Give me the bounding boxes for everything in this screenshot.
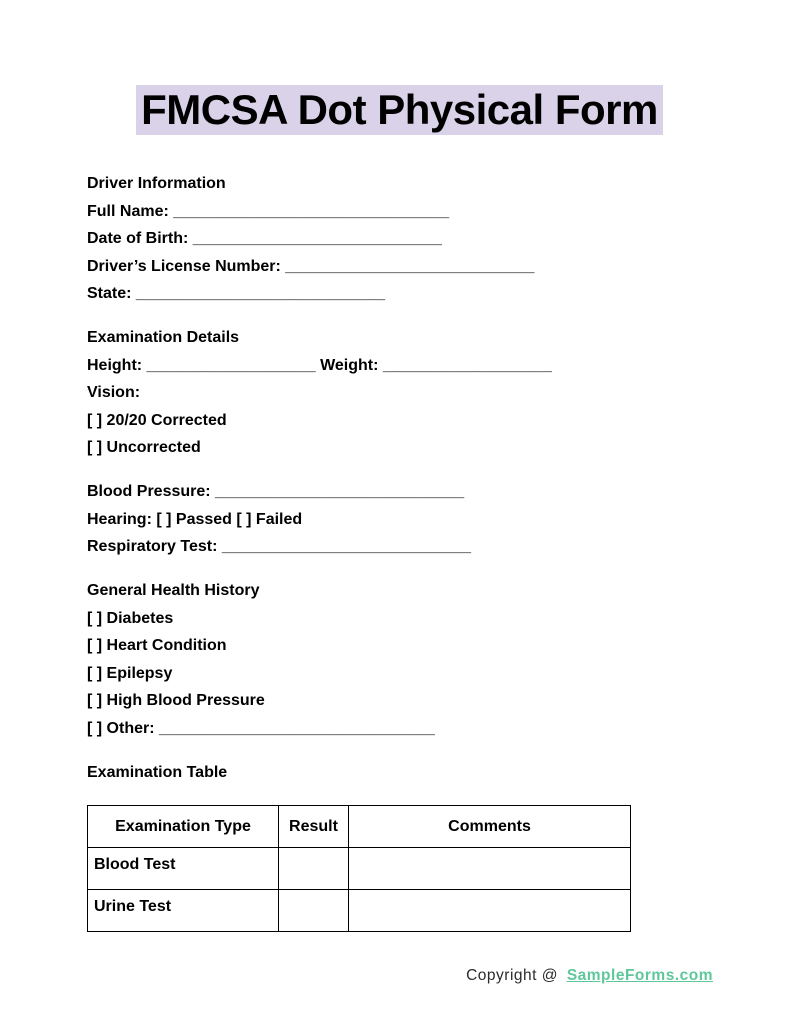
- checkbox-diabetes: [ ] Diabetes: [87, 609, 174, 627]
- section-general-health-history: [87, 577, 714, 742]
- state-field: State: ____________________________: [87, 285, 386, 302]
- drivers-license-number-field: Driver’s License Number: ____________________________: [87, 257, 535, 275]
- checkbox-2020-corrected: [ ] 20/20 Corrected: [87, 411, 227, 429]
- sampleforms-link[interactable]: SampleForms.com: [566, 967, 713, 984]
- driver-information-heading: Driver Information: [87, 175, 226, 192]
- examination-details-heading: Examination Details: [87, 329, 240, 346]
- cell-blood-test-type: Blood Test: [88, 848, 279, 890]
- column-header-result: Result: [279, 806, 349, 848]
- general-health-history-heading: General Health History: [87, 582, 260, 599]
- date-of-birth-field: Date of Birth: ____________________________: [87, 230, 442, 247]
- checkbox-high-blood-pressure: [ ] High Blood Pressure: [87, 692, 265, 709]
- table-header-row: [88, 806, 631, 848]
- cell-urine-test-result: [279, 890, 349, 932]
- examination-table-heading: Examination Table: [87, 763, 228, 781]
- section-examination-table: [87, 759, 714, 933]
- cell-urine-test-comments: [349, 890, 631, 932]
- title-row: [0, 0, 799, 135]
- copyright-text: Copyright @: [466, 967, 558, 984]
- height-weight-field: Height: ___________________ Weight: ___________________: [87, 356, 552, 374]
- form-content: [87, 170, 714, 932]
- column-header-comments: Comments: [349, 806, 631, 848]
- checkbox-other-field: [ ] Other: _______________________________: [87, 719, 435, 737]
- full-name-field: Full Name: _______________________________: [87, 202, 450, 220]
- vision-label: Vision:: [87, 384, 141, 401]
- hearing-checkboxes-line: Hearing: [ ] Passed [ ] Failed: [87, 510, 303, 528]
- section-vitals: [87, 478, 714, 561]
- checkbox-heart-condition: [ ] Heart Condition: [87, 637, 227, 654]
- column-header-examination-type: Examination Type: [88, 806, 279, 848]
- cell-blood-test-comments: [349, 848, 631, 890]
- section-driver-information: [87, 170, 714, 308]
- table-row: [88, 848, 631, 890]
- footer: [466, 966, 713, 986]
- respiratory-test-field: Respiratory Test: ____________________________: [87, 538, 472, 555]
- section-examination-details: [87, 324, 714, 462]
- blood-pressure-field: Blood Pressure: ____________________________: [87, 483, 465, 500]
- page-title: FMCSA Dot Physical Form: [136, 85, 663, 135]
- examination-table: [87, 805, 631, 932]
- cell-blood-test-result: [279, 848, 349, 890]
- cell-urine-test-type: Urine Test: [88, 890, 279, 932]
- table-row: [88, 890, 631, 932]
- checkbox-uncorrected: [ ] Uncorrected: [87, 439, 201, 456]
- checkbox-epilepsy: [ ] Epilepsy: [87, 664, 173, 682]
